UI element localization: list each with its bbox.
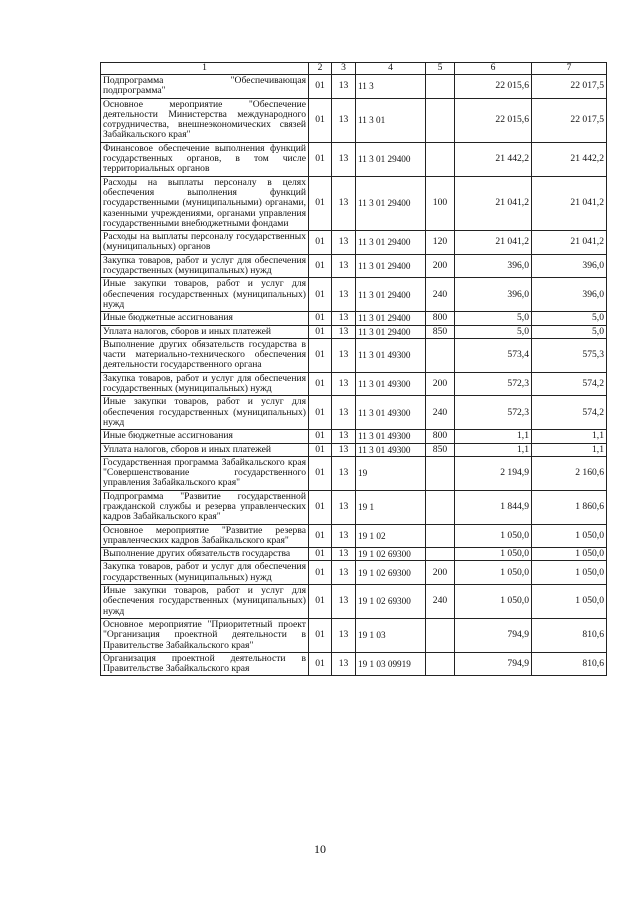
amount-col7-cell: 1,1 xyxy=(532,443,607,456)
section-code-cell: 01 xyxy=(309,98,332,142)
amount-col7-cell: 2 160,6 xyxy=(532,456,607,490)
item-name-cell: Расходы на выплаты персоналу в целях обеспечения выполнения функций государственными (муниципальными) органами, казенными учреждениями, органами управления государственными внебюджетными фондами xyxy=(101,176,309,230)
expense-type-cell: 200 xyxy=(426,561,455,585)
section-code-cell: 01 xyxy=(309,548,332,561)
table-row xyxy=(101,325,607,338)
amount-col6-cell: 1 844,9 xyxy=(455,490,532,524)
section-code-cell: 01 xyxy=(309,524,332,548)
subsection-code-cell: 13 xyxy=(332,254,356,278)
amount-col6-cell: 573,4 xyxy=(455,338,532,372)
item-name-cell: Подпрограмма "Обеспечивающая подпрограмма" xyxy=(101,75,309,99)
section-code-cell: 01 xyxy=(309,372,332,396)
expense-type-cell xyxy=(426,75,455,99)
table-row xyxy=(101,585,607,619)
table-row xyxy=(101,278,607,312)
item-name-cell: Уплата налогов, сборов и иных платежей xyxy=(101,325,309,338)
expense-type-cell xyxy=(426,338,455,372)
page-number: 10 xyxy=(314,842,326,856)
subsection-code-cell: 13 xyxy=(332,231,356,255)
table-row xyxy=(101,142,607,176)
amount-col7-cell: 396,0 xyxy=(532,254,607,278)
subsection-code-cell: 13 xyxy=(332,372,356,396)
expense-type-cell: 240 xyxy=(426,278,455,312)
item-name-cell: Иные закупки товаров, работ и услуг для обеспечения государственных (муниципальных) нужд xyxy=(101,585,309,619)
amount-col7-cell: 5,0 xyxy=(532,312,607,325)
budget-table xyxy=(100,62,607,676)
item-name-cell: Основное мероприятие "Приоритетный проект "Организация проектной деятельности в Правительстве Забайкальского края" xyxy=(101,618,309,652)
section-code-cell: 01 xyxy=(309,456,332,490)
subsection-code-cell: 13 xyxy=(332,75,356,99)
amount-col6-cell: 1 050,0 xyxy=(455,585,532,619)
item-name-cell: Выполнение других обязательств государства в части материально-технического обеспечения деятельности государственного органа xyxy=(101,338,309,372)
table-header xyxy=(101,63,607,75)
section-code-cell: 01 xyxy=(309,490,332,524)
amount-col7-cell: 396,0 xyxy=(532,278,607,312)
target-article-cell: 11 3 01 29400 xyxy=(356,254,426,278)
item-name-cell: Основное мероприятие "Развитие резерва управленческих кадров Забайкальского края" xyxy=(101,524,309,548)
amount-col7-cell: 21 442,2 xyxy=(532,142,607,176)
amount-col6-cell: 5,0 xyxy=(455,325,532,338)
expense-type-cell xyxy=(426,618,455,652)
table-row xyxy=(101,456,607,490)
amount-col7-cell: 810,6 xyxy=(532,618,607,652)
table-body xyxy=(101,75,607,676)
target-article-cell: 19 1 02 69300 xyxy=(356,561,426,585)
target-article-cell: 11 3 01 29400 xyxy=(356,312,426,325)
table-row xyxy=(101,524,607,548)
table-row xyxy=(101,561,607,585)
target-article-cell: 11 3 01 49300 xyxy=(356,443,426,456)
amount-col6-cell: 396,0 xyxy=(455,254,532,278)
item-name-cell: Закупка товаров, работ и услуг для обеспечения государственных (муниципальных) нужд xyxy=(101,254,309,278)
amount-col7-cell: 574,2 xyxy=(532,372,607,396)
expense-type-cell xyxy=(426,142,455,176)
section-code-cell: 01 xyxy=(309,338,332,372)
amount-col6-cell: 1 050,0 xyxy=(455,561,532,585)
section-code-cell: 01 xyxy=(309,430,332,443)
item-name-cell: Финансовое обеспечение выполнения функций государственных органов, в том числе территориальных органов xyxy=(101,142,309,176)
subsection-code-cell: 13 xyxy=(332,585,356,619)
target-article-cell: 19 1 02 xyxy=(356,524,426,548)
section-code-cell: 01 xyxy=(309,652,332,676)
section-code-cell: 01 xyxy=(309,561,332,585)
target-article-cell: 11 3 01 49300 xyxy=(356,396,426,430)
item-name-cell: Иные бюджетные ассигнования xyxy=(101,312,309,325)
expense-type-cell: 100 xyxy=(426,176,455,230)
expense-type-cell: 200 xyxy=(426,254,455,278)
section-code-cell: 01 xyxy=(309,142,332,176)
section-code-cell: 01 xyxy=(309,231,332,255)
amount-col6-cell: 2 194,9 xyxy=(455,456,532,490)
amount-col7-cell: 1 050,0 xyxy=(532,585,607,619)
expense-type-cell: 240 xyxy=(426,585,455,619)
subsection-code-cell: 13 xyxy=(332,561,356,585)
amount-col6-cell: 572,3 xyxy=(455,372,532,396)
expense-type-cell: 850 xyxy=(426,325,455,338)
target-article-cell: 19 1 03 09919 xyxy=(356,652,426,676)
expense-type-cell: 120 xyxy=(426,231,455,255)
amount-col7-cell: 1 050,0 xyxy=(532,548,607,561)
amount-col6-cell: 22 015,6 xyxy=(455,75,532,99)
section-code-cell: 01 xyxy=(309,618,332,652)
amount-col7-cell: 1 050,0 xyxy=(532,524,607,548)
target-article-cell: 11 3 01 29400 xyxy=(356,231,426,255)
table-row xyxy=(101,312,607,325)
amount-col6-cell: 5,0 xyxy=(455,312,532,325)
subsection-code-cell: 13 xyxy=(332,652,356,676)
item-name-cell: Закупка товаров, работ и услуг для обеспечения государственных (муниципальных) нужд xyxy=(101,561,309,585)
amount-col7-cell: 21 041,2 xyxy=(532,231,607,255)
amount-col6-cell: 794,9 xyxy=(455,618,532,652)
target-article-cell: 11 3 01 49300 xyxy=(356,338,426,372)
item-name-cell: Уплата налогов, сборов и иных платежей xyxy=(101,443,309,456)
amount-col7-cell: 1,1 xyxy=(532,430,607,443)
expense-type-cell: 800 xyxy=(426,430,455,443)
target-article-cell: 19 1 02 69300 xyxy=(356,585,426,619)
amount-col6-cell: 1 050,0 xyxy=(455,524,532,548)
amount-col7-cell: 1 050,0 xyxy=(532,561,607,585)
subsection-code-cell: 13 xyxy=(332,618,356,652)
target-article-cell: 11 3 01 49300 xyxy=(356,430,426,443)
section-code-cell: 01 xyxy=(309,396,332,430)
target-article-cell: 19 xyxy=(356,456,426,490)
amount-col6-cell: 21 041,2 xyxy=(455,231,532,255)
amount-col7-cell: 21 041,2 xyxy=(532,176,607,230)
subsection-code-cell: 13 xyxy=(332,338,356,372)
target-article-cell: 11 3 01 29400 xyxy=(356,142,426,176)
subsection-code-cell: 13 xyxy=(332,396,356,430)
subsection-code-cell: 13 xyxy=(332,278,356,312)
header-col-4: 4 xyxy=(356,63,426,75)
amount-col6-cell: 1 050,0 xyxy=(455,548,532,561)
table-row xyxy=(101,652,607,676)
section-code-cell: 01 xyxy=(309,254,332,278)
subsection-code-cell: 13 xyxy=(332,325,356,338)
table-row xyxy=(101,176,607,230)
amount-col6-cell: 794,9 xyxy=(455,652,532,676)
target-article-cell: 19 1 02 69300 xyxy=(356,548,426,561)
section-code-cell: 01 xyxy=(309,325,332,338)
table-row xyxy=(101,396,607,430)
header-col-6: 6 xyxy=(455,63,532,75)
table-row xyxy=(101,618,607,652)
expense-type-cell: 800 xyxy=(426,312,455,325)
amount-col6-cell: 396,0 xyxy=(455,278,532,312)
item-name-cell: Иные бюджетные ассигнования xyxy=(101,430,309,443)
table-row xyxy=(101,338,607,372)
target-article-cell: 11 3 01 49300 xyxy=(356,372,426,396)
amount-col7-cell: 5,0 xyxy=(532,325,607,338)
item-name-cell: Подпрограмма "Развитие государственной гражданской службы и резерва управленческих кадров Забайкальского края" xyxy=(101,490,309,524)
section-code-cell: 01 xyxy=(309,443,332,456)
header-col-7: 7 xyxy=(532,63,607,75)
table-row xyxy=(101,254,607,278)
amount-col7-cell: 1 860,6 xyxy=(532,490,607,524)
target-article-cell: 19 1 03 xyxy=(356,618,426,652)
expense-type-cell: 240 xyxy=(426,396,455,430)
subsection-code-cell: 13 xyxy=(332,142,356,176)
item-name-cell: Организация проектной деятельности в Правительстве Забайкальского края xyxy=(101,652,309,676)
subsection-code-cell: 13 xyxy=(332,176,356,230)
subsection-code-cell: 13 xyxy=(332,490,356,524)
table-row xyxy=(101,548,607,561)
target-article-cell: 19 1 xyxy=(356,490,426,524)
header-col-2: 2 xyxy=(309,63,332,75)
expense-type-cell xyxy=(426,524,455,548)
section-code-cell: 01 xyxy=(309,75,332,99)
expense-type-cell: 850 xyxy=(426,443,455,456)
subsection-code-cell: 13 xyxy=(332,548,356,561)
section-code-cell: 01 xyxy=(309,278,332,312)
subsection-code-cell: 13 xyxy=(332,456,356,490)
subsection-code-cell: 13 xyxy=(332,430,356,443)
table-row xyxy=(101,98,607,142)
table-row xyxy=(101,443,607,456)
target-article-cell: 11 3 01 29400 xyxy=(356,325,426,338)
expense-type-cell xyxy=(426,548,455,561)
target-article-cell: 11 3 xyxy=(356,75,426,99)
amount-col7-cell: 810,6 xyxy=(532,652,607,676)
item-name-cell: Закупка товаров, работ и услуг для обеспечения государственных (муниципальных) нужд xyxy=(101,372,309,396)
expense-type-cell: 200 xyxy=(426,372,455,396)
amount-col6-cell: 1,1 xyxy=(455,430,532,443)
subsection-code-cell: 13 xyxy=(332,443,356,456)
amount-col7-cell: 575,3 xyxy=(532,338,607,372)
item-name-cell: Основное мероприятие "Обеспечение деятельности Министерства международного сотрудничества, внешнеэкономических связей Забайкальского края" xyxy=(101,98,309,142)
header-row xyxy=(101,63,607,75)
table-row xyxy=(101,490,607,524)
amount-col7-cell: 22 017,5 xyxy=(532,75,607,99)
item-name-cell: Государственная программа Забайкальского края "Совершенствование государственного управления Забайкальского края" xyxy=(101,456,309,490)
amount-col6-cell: 21 442,2 xyxy=(455,142,532,176)
subsection-code-cell: 13 xyxy=(332,524,356,548)
header-col-3: 3 xyxy=(332,63,356,75)
subsection-code-cell: 13 xyxy=(332,98,356,142)
section-code-cell: 01 xyxy=(309,312,332,325)
header-col-5: 5 xyxy=(426,63,455,75)
target-article-cell: 11 3 01 29400 xyxy=(356,176,426,230)
section-code-cell: 01 xyxy=(309,585,332,619)
table-row xyxy=(101,75,607,99)
item-name-cell: Иные закупки товаров, работ и услуг для обеспечения государственных (муниципальных) нужд xyxy=(101,278,309,312)
table-row xyxy=(101,372,607,396)
expense-type-cell xyxy=(426,456,455,490)
item-name-cell: Расходы на выплаты персоналу государственных (муниципальных) органов xyxy=(101,231,309,255)
amount-col6-cell: 1,1 xyxy=(455,443,532,456)
subsection-code-cell: 13 xyxy=(332,312,356,325)
expense-type-cell xyxy=(426,652,455,676)
amount-col6-cell: 572,3 xyxy=(455,396,532,430)
amount-col7-cell: 22 017,5 xyxy=(532,98,607,142)
table-row xyxy=(101,231,607,255)
section-code-cell: 01 xyxy=(309,176,332,230)
expense-type-cell xyxy=(426,98,455,142)
amount-col6-cell: 22 015,6 xyxy=(455,98,532,142)
target-article-cell: 11 3 01 29400 xyxy=(356,278,426,312)
target-article-cell: 11 3 01 xyxy=(356,98,426,142)
amount-col7-cell: 574,2 xyxy=(532,396,607,430)
expense-type-cell xyxy=(426,490,455,524)
amount-col6-cell: 21 041,2 xyxy=(455,176,532,230)
table-row xyxy=(101,430,607,443)
item-name-cell: Выполнение других обязательств государства xyxy=(101,548,309,561)
item-name-cell: Иные закупки товаров, работ и услуг для обеспечения государственных (муниципальных) нужд xyxy=(101,396,309,430)
header-col-1: 1 xyxy=(101,63,309,75)
